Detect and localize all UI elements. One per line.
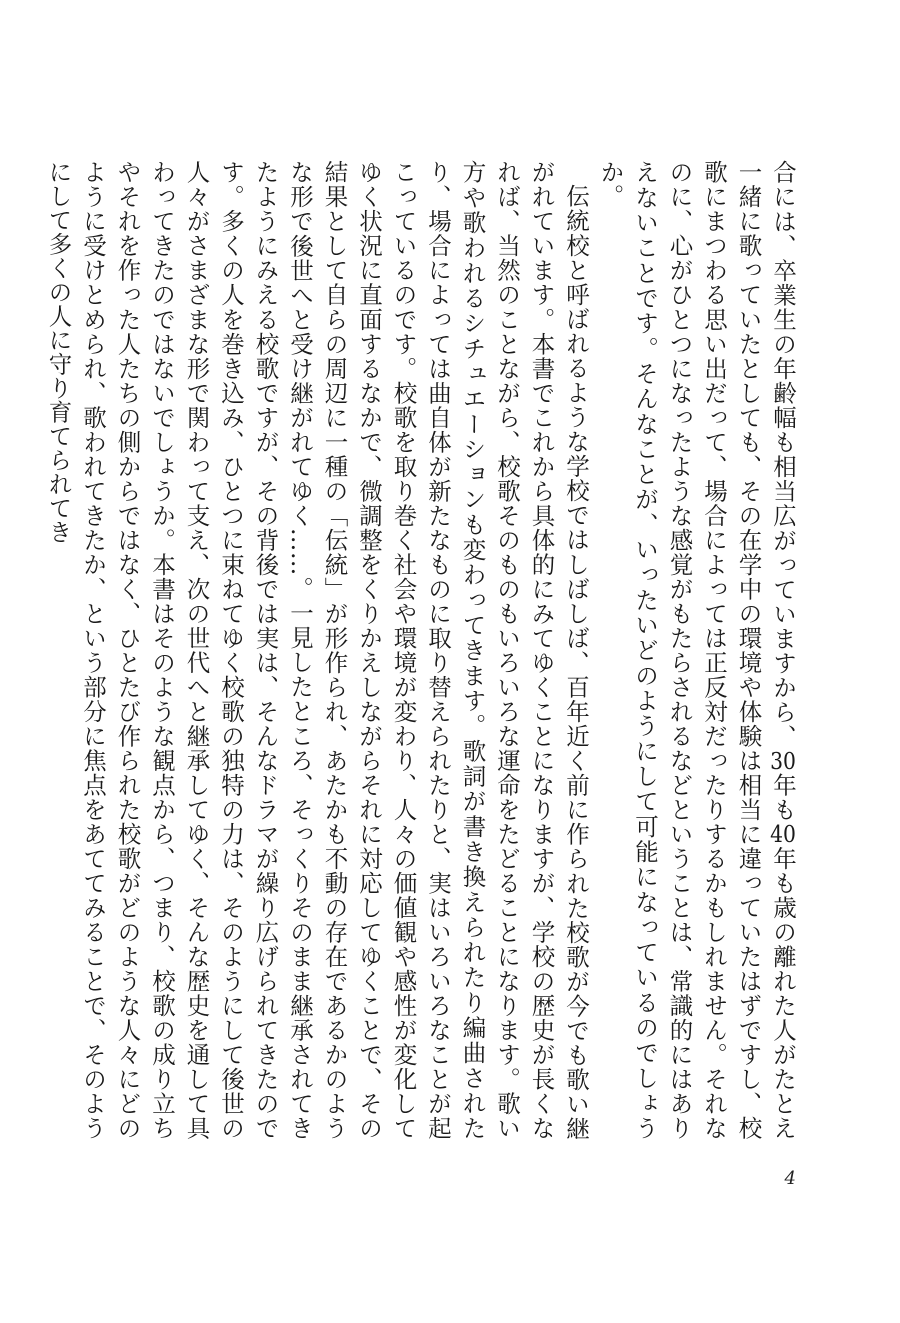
page-number: 4 <box>784 1168 796 1189</box>
vertical-text-body <box>44 160 800 1141</box>
paragraph-1 <box>593 160 800 1140</box>
paragraph-2 <box>41 160 593 1140</box>
text-segment: 年も <box>769 772 797 823</box>
text-segment: 合には、卒業生の年齢幅も相当広がっていますから、 <box>769 160 797 749</box>
text-segment: 年も歳の離れた人がたとえ一緒に歌っていたとしても、その在学中の環境や体験は相当に違っていたはずですし、校歌にまつわる思い出だって、場合によっては正反対だったりするかもしれません。それなのに、心がひとつになったような感覚がもたらされるなどということは、常識的にはありえないことです。そんなことが、いったいどのようにして可能になっているのでしょうか。 <box>596 160 797 1141</box>
numeral-tate-chu-yoko: 40 <box>770 822 796 846</box>
numeral-tate-chu-yoko: 30 <box>770 748 796 773</box>
text-segment: 伝統校と呼ばれるような学校ではしばしば、百年近く前に作られた校歌が今でも歌い継がれています。本書でこれから具体的にみてゆくことになりますが、学校の歴史が長くなれば、当然のことながら、校歌そのものもいろいろな運命をたどることになります。歌い方や歌われるシチュエーションも変わってきます。歌詞が書き換えられたり編曲されたり、場合によっては曲自体が新たなものに取り替えられたりと、実はいろいろなことが起こっているのです。校歌を取り巻く社会や環境が変わり、人々の価値観や感性が変化してゆく状況に直面するなかで、微調整をくりかえしながらそれに対応してゆくことで、その結果として自らの周辺に一種の「伝統」が形作られ、あたかも不動の存在であるかのような形で後世へと受け継がれてゆく……。一見したところ、そっくりそのまま継承されてきたようにみえる校歌ですが、その背後では実は、そんなドラマが繰り広げられてきたのです。多くの人を巻き込み、ひとつに束ねてゆく校歌の独特の力は、そのようにして後世の人々がさまざまな形で関わって支え、次の世代へと継承してゆく、そんな歴史を通して具わってきたのではないでしょうか。本書はそのような観点から、つまり、校歌の成り立ちやそれを作った人たちの側からではなく、ひとたび作られた校歌がどのような人々にどのように受けとめられ、歌われてきたか、という部分に焦点をあててみることで、そのようにして多くの人に守り育てられてき <box>44 160 590 1141</box>
